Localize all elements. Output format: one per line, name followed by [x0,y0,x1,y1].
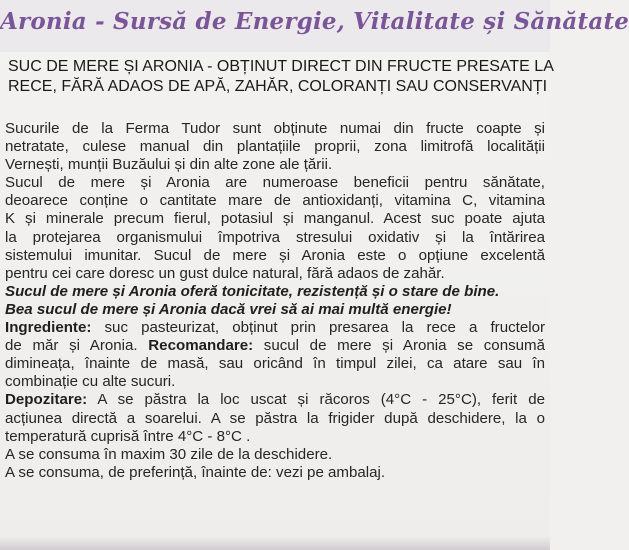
storage-line: A se consuma, de preferință, înainte de: vezi pe ambalaj. [5,463,386,481]
ingredients-line [5,337,545,355]
storage-line: acțiunea directă a soarelui. A se păstra la frigider după deschidere, la o [5,409,545,427]
benefits-line: K și minerale precum fierul, potasiul și manganul. Acest suc poate ajuta [5,210,545,228]
benefits-line: sistemului imunitar. Sucul de mere și Aronia este o opțiune excelentă [5,246,545,264]
benefits-line: pentru cei care doresc un gust dulce natural, fără adaos de zahăr. [5,264,445,282]
benefits-line: deoarece conține o cantitate mare de antioxidanți, vitamina C, vitamina [5,192,545,210]
intro-line: Vernești, munții Buzăului și din alte zone ale țării. [5,156,333,174]
recommendation-line: combinație cu alte sucuri. [5,373,176,391]
storage-text: A se păstra la loc uscat și răcoros (4°C - 25°C), ferit de [87,391,545,409]
subtitle-line: RECE, FĂRĂ ADAOS DE APĂ, ZAHĂR, COLORANȚI SAU CONSERVANȚI [8,78,548,95]
emphasis-line: Bea sucul de mere și Aronia dacă vrei să ai mai multă energie! [5,300,452,318]
recommendation-text: sucul de mere și Aronia se consumă [253,337,545,355]
bottom-edge [0,536,550,550]
storage-line: temperatură cuprisă între 4°C - 8°C . [5,427,251,445]
label-body [5,120,545,482]
storage-label: Depozitare: [5,391,88,409]
storage-line [5,391,545,409]
ingredients-line [5,319,545,337]
intro-line: Sucurile de la Ferma Tudor sunt obținute numai din fructe coapte și [5,120,545,137]
recommendation-line: dimineața, înainte de masă, sau oricând în timpul zilei, ca atare sau în [5,355,545,373]
subtitle-line: SUC DE MERE ȘI ARONIA - OBȚINUT DIRECT DIN FRUCTE PRESATE LA [8,58,554,75]
ingredients-text: de măr și Aronia. [5,337,149,355]
product-subtitle [8,57,554,97]
emphasis-line: Sucul de mere și Aronia oferă tonicitate, rezistență și o stare de bine. [5,282,500,300]
benefits-line: Sucul de mere și Aronia are numeroase beneficii pentru sănătate, [5,174,545,192]
recommendation-label: Recomandare: [148,337,254,355]
storage-line: A se consuma în maxim 30 zile de la deschidere. [5,445,333,463]
ingredients-text: suc pasteurizat, obținut prin presarea la rece a fructelor [91,319,545,337]
benefits-line: la protejarea organismului împotriva stresului oxidativ și la întărirea [5,228,545,246]
label-title: Aronia - Sursă de Energie, Vitalitate și Sănătate [0,8,629,35]
intro-line: netratate, culese manual din plantațiile proprii, zona limitrofă localității [5,138,545,156]
ingredients-label: Ingrediente: [5,319,92,337]
